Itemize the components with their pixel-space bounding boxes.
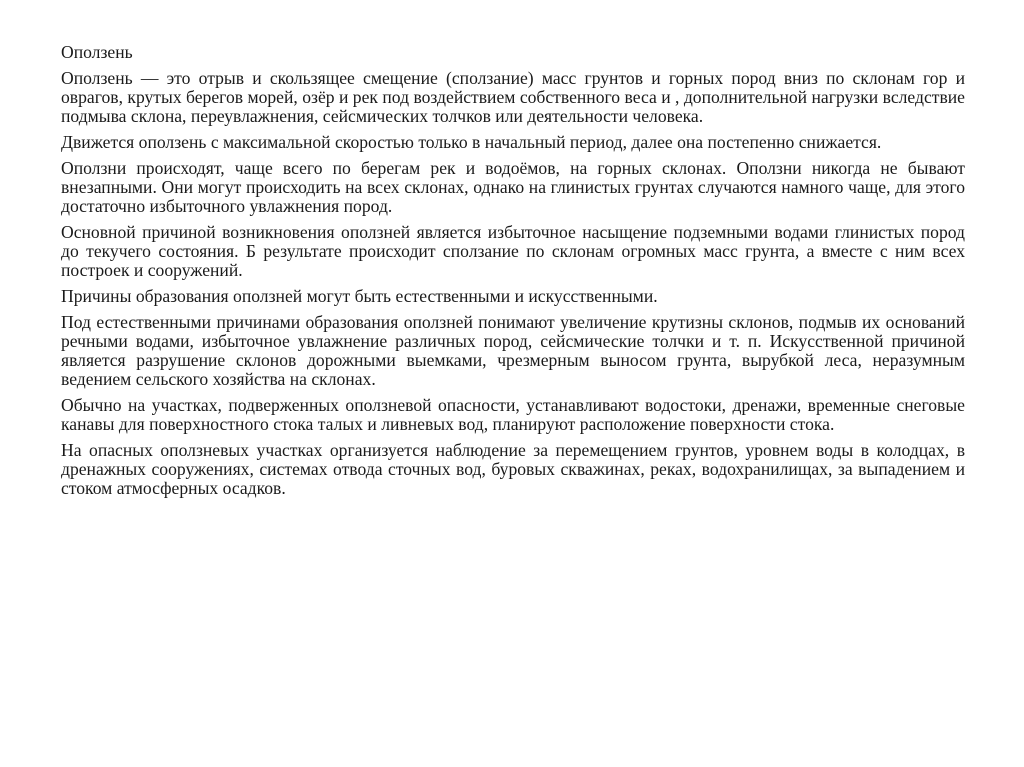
document-title: Оползень	[61, 42, 133, 62]
paragraph-monitoring: На опасных оползневых участках организуется наблюдение за перемещением грунтов, уровнем воды в колодцах, в дренажных сооружениях, системах отвода сточных вод, буровых скважинах, реках, водохранилищах, за выпадением и стоком атмосферных осадков.	[61, 440, 965, 498]
paragraph-definition: Оползень — это отрыв и скользящее смещение (сползание) масс грунтов и горных пород вниз по склонам гор и оврагов, крутых берегов морей, озёр и рек под воздействием собственного веса и , дополнительной нагрузки вследствие подмыва склона, переувлажнения, сейсмических толчков или деятельности человека.	[61, 68, 965, 126]
paragraph-speed: Движется оползень с максимальной скоростью только в начальный период, далее она постепенно снижается.	[61, 132, 882, 152]
paragraph-occurrence: Оползни происходят, чаще всего по берегам рек и водоёмов, на горных склонах. Оползни никогда не бывают внезапными. Они могут происходить на всех склонах, однако на глинистых грунтах случаются намного чаще, для этого достаточно избыточного увлажнения пород.	[61, 158, 965, 216]
paragraph-cause-types: Причины образования оползней могут быть естественными и искусственными.	[61, 286, 658, 306]
paragraph-protection-measures: Обычно на участках, подверженных оползневой опасности, устанавливают водостоки, дренажи, временные снеговые канавы для поверхностного стока талых и ливневых вод, планируют расположение поверхности стока.	[61, 395, 965, 434]
paragraph-natural-artificial-causes: Под естественными причинами образования оползней понимают увеличение крутизны склонов, подмыв их оснований речными водами, избыточное увлажнение различных пород, сейсмические толчки и т. п. Искусственной причиной является разрушение склонов дорожными выемками, чрезмерным выносом грунта, вырубкой леса, неразумным ведением сельского хозяйства на склонах.	[61, 312, 965, 389]
paragraph-main-cause: Основной причиной возникновения оползней является избыточное насыщение подземными водами глинистых пород до текучего состояния. Б результате происходит сползание по склонам огромных масс грунта, а вместе с ним всех построек и сооружений.	[61, 222, 965, 280]
slide-content	[61, 43, 965, 505]
